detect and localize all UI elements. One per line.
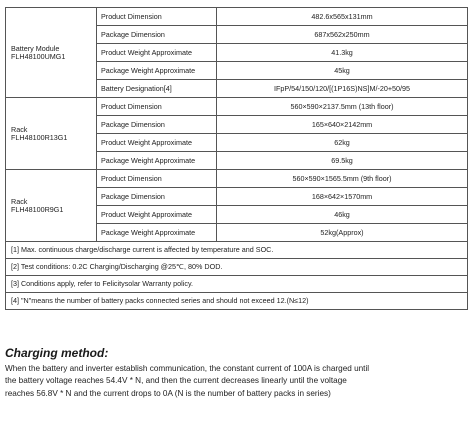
table-row bbox=[6, 259, 468, 276]
group-name: Rack bbox=[11, 196, 28, 206]
group-cell-rack-9 bbox=[6, 170, 97, 242]
spec-value: 165×640×2142mm bbox=[217, 116, 468, 134]
charging-text-line: reaches 56.8V * N and the current drops to 0A (N is the number of battery packs in series) bbox=[5, 388, 331, 398]
table-row bbox=[6, 293, 468, 310]
spec-value: 168×642×1570mm bbox=[217, 188, 468, 206]
spec-label: Package Dimension bbox=[97, 116, 217, 134]
spec-label: Package Weight Approximate bbox=[97, 224, 217, 242]
table-row bbox=[6, 8, 468, 26]
spec-label: Package Weight Approximate bbox=[97, 62, 217, 80]
spec-value: IFpP/54/150/120/[(1P16S)NS]M/-20+50/95 bbox=[217, 80, 468, 98]
charging-text-line: When the battery and inverter establish communication, the constant current of 100A is charged until bbox=[5, 364, 370, 373]
footnote-2: [2] Test conditions: 0.2C Charging/Discharging @25℃, 80% DOD. bbox=[6, 259, 468, 276]
table-row bbox=[6, 98, 468, 116]
table-row bbox=[6, 276, 468, 293]
spec-label: Product Dimension bbox=[97, 170, 217, 188]
spec-label: Product Dimension bbox=[97, 8, 217, 26]
spec-value: 62kg bbox=[217, 134, 468, 152]
spec-label: Product Weight Approximate bbox=[97, 206, 217, 224]
group-cell-rack-13 bbox=[6, 98, 97, 170]
group-model: FLH48100UMG1 bbox=[11, 51, 66, 61]
spec-value: 41.3kg bbox=[217, 44, 468, 62]
charging-method-heading: Charging method: bbox=[5, 346, 109, 360]
charging-method-text bbox=[5, 363, 470, 400]
table-row bbox=[6, 242, 468, 259]
spec-label: Package Dimension bbox=[97, 188, 217, 206]
spec-value: 482.6x565x131mm bbox=[217, 8, 468, 26]
group-cell-battery-module bbox=[6, 8, 97, 98]
spec-value: 560×590×1565.5mm (9th floor) bbox=[217, 170, 468, 188]
spec-label: Product Dimension bbox=[97, 98, 217, 116]
spec-value: 69.5kg bbox=[217, 152, 468, 170]
spec-label: Package Weight Approximate bbox=[97, 152, 217, 170]
footnote-4: [4] "N"means the number of battery packs connected series and should not exceed 12.(N≤12) bbox=[6, 293, 468, 310]
spec-value: 560×590×2137.5mm (13th floor) bbox=[217, 98, 468, 116]
spec-label: Product Weight Approximate bbox=[97, 44, 217, 62]
spec-value: 46kg bbox=[217, 206, 468, 224]
footnote-3: [3] Conditions apply, refer to Felicitysolar Warranty policy. bbox=[6, 276, 468, 293]
spec-value: 45kg bbox=[217, 62, 468, 80]
charging-text-line: the battery voltage reaches 54.4V * N, and then the current decreases linearly until the voltage bbox=[5, 376, 347, 386]
group-model: FLH48100R13G1 bbox=[11, 132, 68, 142]
group-name: Rack bbox=[11, 124, 28, 134]
spec-label: Product Weight Approximate bbox=[97, 134, 217, 152]
spec-label: Battery Designation[4] bbox=[97, 80, 217, 98]
spec-table bbox=[5, 7, 468, 310]
spec-value: 52kg(Approx) bbox=[217, 224, 468, 242]
table-row bbox=[6, 170, 468, 188]
group-name: Battery Module bbox=[11, 43, 60, 53]
spec-label: Package Dimension bbox=[97, 26, 217, 44]
group-model: FLH48100R9G1 bbox=[11, 204, 64, 214]
spec-value: 687x562x250mm bbox=[217, 26, 468, 44]
footnote-1: [1] Max. continuous charge/discharge current is affected by temperature and SOC. bbox=[6, 242, 468, 259]
